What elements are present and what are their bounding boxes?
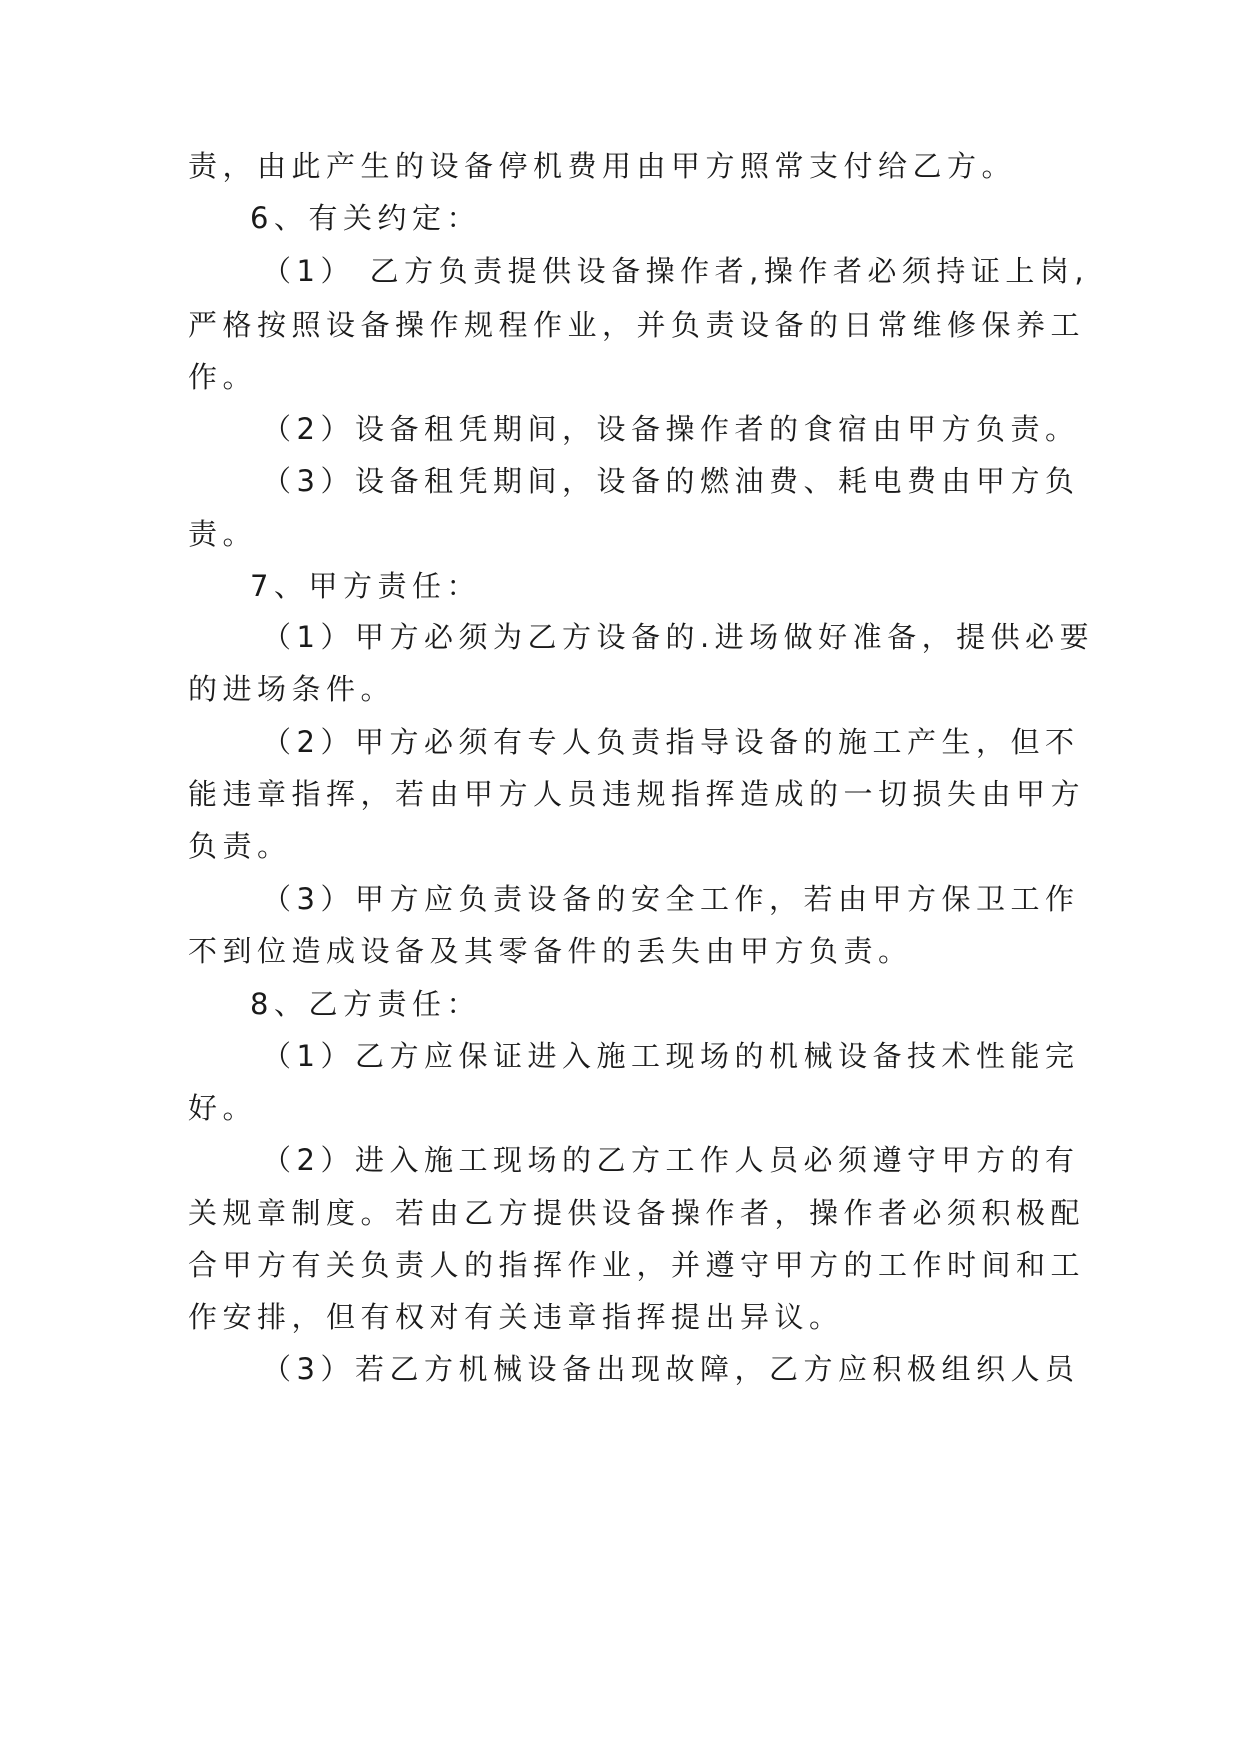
text-line: （1） 乙方负责提供设备操作者,操作者必须持证上岗, <box>262 254 1090 288</box>
text-line: 不到位造成设备及其零备件的丢失由甲方负责。 <box>188 934 913 968</box>
text-line: 作。 <box>188 360 258 394</box>
text-line: （1）甲方必须为乙方设备的.进场做好准备，提供必要 <box>262 620 1095 654</box>
text-line: 作安排，但有权对有关违章指挥提出异议。 <box>188 1300 844 1334</box>
text-line: 的进场条件。 <box>188 672 396 706</box>
text-line: 能违章指挥，若由甲方人员违规指挥造成的一切损失由甲方 <box>188 777 1086 811</box>
text-line: 合甲方有关负责人的指挥作业，并遵守甲方的工作时间和工 <box>188 1248 1086 1282</box>
text-line: 责。 <box>188 517 258 551</box>
text-line: （2）进入施工现场的乙方工作人员必须遵守甲方的有 <box>262 1143 1080 1177</box>
text-line: （3）设备租凭期间，设备的燃油费、耗电费由甲方负 <box>262 464 1080 498</box>
text-line: 好。 <box>188 1091 258 1125</box>
text-line: 关规章制度。若由乙方提供设备操作者，操作者必须积极配 <box>188 1196 1086 1230</box>
text-line: 负责。 <box>188 829 292 863</box>
text-line: （3）甲方应负责设备的安全工作，若由甲方保卫工作 <box>262 882 1080 916</box>
section-heading: 7、甲方责任： <box>250 569 481 603</box>
text-line: （2）设备租凭期间，设备操作者的食宿由甲方负责。 <box>262 412 1080 446</box>
text-line: （3）若乙方机械设备出现故障，乙方应积极组织人员 <box>262 1352 1080 1386</box>
section-heading: 6、有关约定： <box>250 201 481 235</box>
text-line: 严格按照设备操作规程作业，并负责设备的日常维修保养工 <box>188 308 1086 342</box>
section-heading: 8、乙方责任： <box>250 987 481 1021</box>
text-line: 责，由此产生的设备停机费用由甲方照常支付给乙方。 <box>188 149 1017 183</box>
text-line: （2）甲方必须有专人负责指导设备的施工产生，但不 <box>262 725 1080 759</box>
text-line: （1）乙方应保证进入施工现场的机械设备技术性能完 <box>262 1039 1080 1073</box>
